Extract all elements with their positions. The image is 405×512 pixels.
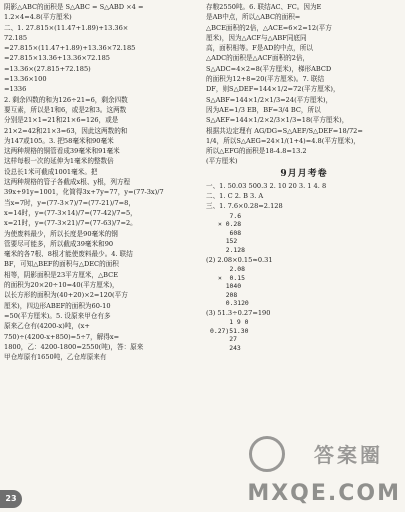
- watermark-subtitle: 答案圈: [314, 443, 383, 467]
- left-text-line: 为使废料最少，所以长度是90毫米的钢: [4, 229, 118, 238]
- left-text-line: 分别是21×1=21和21×6=126，或是: [4, 116, 119, 125]
- right-text-line: 高，面积相等。F是AD的中点，所以: [206, 44, 313, 53]
- watermark-text: MXQE.COM: [247, 481, 401, 506]
- exam-answer-line: 三、1. 7.6×0.28=2.128: [206, 202, 283, 211]
- left-text-line: =13.36×100: [4, 75, 47, 84]
- left-text-line: 1800，乙：4200-1800=2550(吨)，答：原来: [4, 342, 144, 351]
- left-text-line: 阴影△ABC的面积是 S△ABC = S△ABD ×4 =: [4, 3, 144, 11]
- calc1-line: 7.6: [218, 211, 242, 220]
- page-number: 23: [0, 490, 22, 508]
- calc2-line: 208: [218, 290, 238, 299]
- left-text-line: x=21时，y=(77-3×21)/7=(77-63)/7=2。: [4, 219, 137, 228]
- division-work: [206, 318, 402, 352]
- left-text-line: 为147或105。3. 把58毫米和90毫米: [4, 136, 114, 145]
- exam-answer-line: 二、1. C 2. B 3. A: [206, 192, 264, 201]
- calc2-line: 2.08: [218, 264, 245, 273]
- calc2-caption: (2) 2.08×0.15≈0.31: [206, 255, 273, 264]
- multiplication-work-2: [206, 265, 402, 308]
- left-text-line: 二、1. 27.815×(11.47+1.89)+13.36×: [4, 23, 129, 32]
- calc1-line: 608: [218, 228, 242, 237]
- right-text-line: 1/4，所以S△AEG=24×1/(1+4)=4.8(平方厘米)，: [206, 136, 360, 145]
- right-text-line: △ADC的面积是△ACF面积的2倍，: [206, 54, 310, 63]
- left-text-line: =50(平方厘米)。5. 设原来甲仓有多: [4, 311, 111, 320]
- left-text-line: 21×2=42和21×3=63，因此这两数的和: [4, 126, 128, 135]
- calc3-line: 1 9 0: [210, 318, 249, 327]
- calc1-line: 152: [218, 237, 238, 246]
- left-text-line: 1.2×4=4.8(平方厘米): [4, 13, 72, 22]
- calc2-line: 0.3120: [218, 299, 249, 308]
- right-text-line: DF，则S△DEF=144×1/2=72(平方厘米)，: [206, 85, 340, 94]
- calc3-line: 0.27)51.30: [210, 326, 249, 335]
- right-text-line: △BCE面积的2倍，△ACE=6×2=12(平方: [206, 23, 332, 32]
- calc1-line: × 0.28: [218, 220, 242, 229]
- left-text-line: 管要尽可能多，所以截成39毫米和90: [4, 239, 114, 248]
- calc2-line: × 0.15: [218, 273, 245, 282]
- left-text-line: 750)÷(4200-x+850)=5÷7，解得x=: [4, 332, 120, 341]
- calc3-caption: (3) 51.3÷0.27=190: [206, 308, 271, 317]
- left-text-line: 2. 剩余四数的和为126÷21=6，剩余四数: [4, 95, 128, 104]
- left-text-line: =27.815×(11.47+1.89)+13.36×72.185: [4, 44, 136, 53]
- right-text-line: 是AB中点，所以△ABC的面积=: [206, 13, 301, 22]
- left-text-line: =1336: [4, 85, 27, 94]
- calc1-line: 2.128: [218, 246, 245, 255]
- left-text-line: =27.815×13.36+13.36×72.185: [4, 54, 110, 63]
- calc3-line: 27: [210, 335, 237, 344]
- multiplication-work-1: [206, 212, 402, 255]
- right-text-line: 因为AE=1/3 EB，BF=3/4 BC，所以: [206, 105, 321, 114]
- exam-answer-line: 一、1. 50.03 500.3 2. 10 20 3. 1 4. 8: [206, 181, 327, 190]
- right-text-line: 根据共边定理有 AG/DG=S△AEF/S△DEF=18/72=: [206, 126, 363, 135]
- right-text-line: 所以△EFG的面积是18-4.8=13.2: [206, 147, 307, 156]
- left-text-line: x=14时，y=(77-3×14)/7=(77-42)/7=5，: [4, 208, 137, 217]
- left-text-line: BF，可知△BEF的面积与△DEC的面积: [4, 260, 119, 269]
- right-text-line: S△ADC=4×2=8(平方厘米)，梯形ABCD: [206, 64, 332, 73]
- left-text-line: 39x+91y=1001，化简得3x+7y=77，y=(77-3x)/7: [4, 188, 164, 197]
- left-text-line: 当x=7时，y=(77-3×7)/7=(77-21)/7=8，: [4, 198, 135, 207]
- left-text-line: 毫米的各7根、8根才能使废料最少。4. 联结: [4, 250, 133, 259]
- right-text-line: 的面积为12+8=20(平方厘米)。7. 联结: [206, 75, 325, 84]
- exam-heading: 9月月考卷: [280, 168, 328, 179]
- right-text-line: 存粮2550吨。6. 联结AC、FC。因为E: [206, 3, 322, 11]
- left-text-line: 设总长1米可截成1001毫米。把: [4, 167, 98, 176]
- right-column: [206, 2, 402, 353]
- left-text-line: 甲仓库原有1650吨，乙仓库原来有: [4, 353, 107, 362]
- left-text-line: 厘米)，四边形ABEF的面积为60-10: [4, 301, 111, 310]
- left-text-line: 这两种规格的管子各截成x根、y根，列方程: [4, 178, 131, 187]
- calc3-line: 243: [210, 343, 241, 352]
- calc2-line: 1040: [218, 282, 242, 291]
- watermark-logo-icon: [249, 436, 285, 472]
- left-column: [4, 2, 200, 362]
- right-text-line: S△ABF=144×1/2×1/3=24(平方厘米)，: [206, 95, 333, 104]
- left-text-line: =13.36×(27.815+72.185): [4, 64, 91, 73]
- right-text-line: 厘米)，因为△ACF与△ABF同底同: [206, 33, 307, 42]
- left-text-line: 的面积为20×20÷10=40(平方厘米)，: [4, 281, 119, 290]
- exam-answers: [206, 181, 402, 212]
- left-text-line: 以长方形的面积为(40+20)×2=120(平方: [4, 291, 128, 300]
- right-column-solutions: [206, 2, 402, 167]
- left-text-line: 要互素，所以是1和6，或是2和3。这两数: [4, 105, 127, 114]
- right-text-line: (平方厘米): [206, 157, 238, 166]
- left-text-line: 这样每根一次的延伸为1毫米的整数倍: [4, 157, 114, 166]
- right-text-line: S△AEF=144×1/2×2/3×1/3=18(平方厘米)，: [206, 116, 349, 125]
- left-text-line: 这两种规格的铜管看成39毫米和91毫米: [4, 147, 120, 156]
- left-text-line: 相等，阴影面积是23平方厘米，△BCE: [4, 270, 119, 279]
- left-text-line: 原来乙仓有(4200-x)吨，(x+: [4, 322, 90, 331]
- left-text-line: 72.185: [4, 33, 28, 42]
